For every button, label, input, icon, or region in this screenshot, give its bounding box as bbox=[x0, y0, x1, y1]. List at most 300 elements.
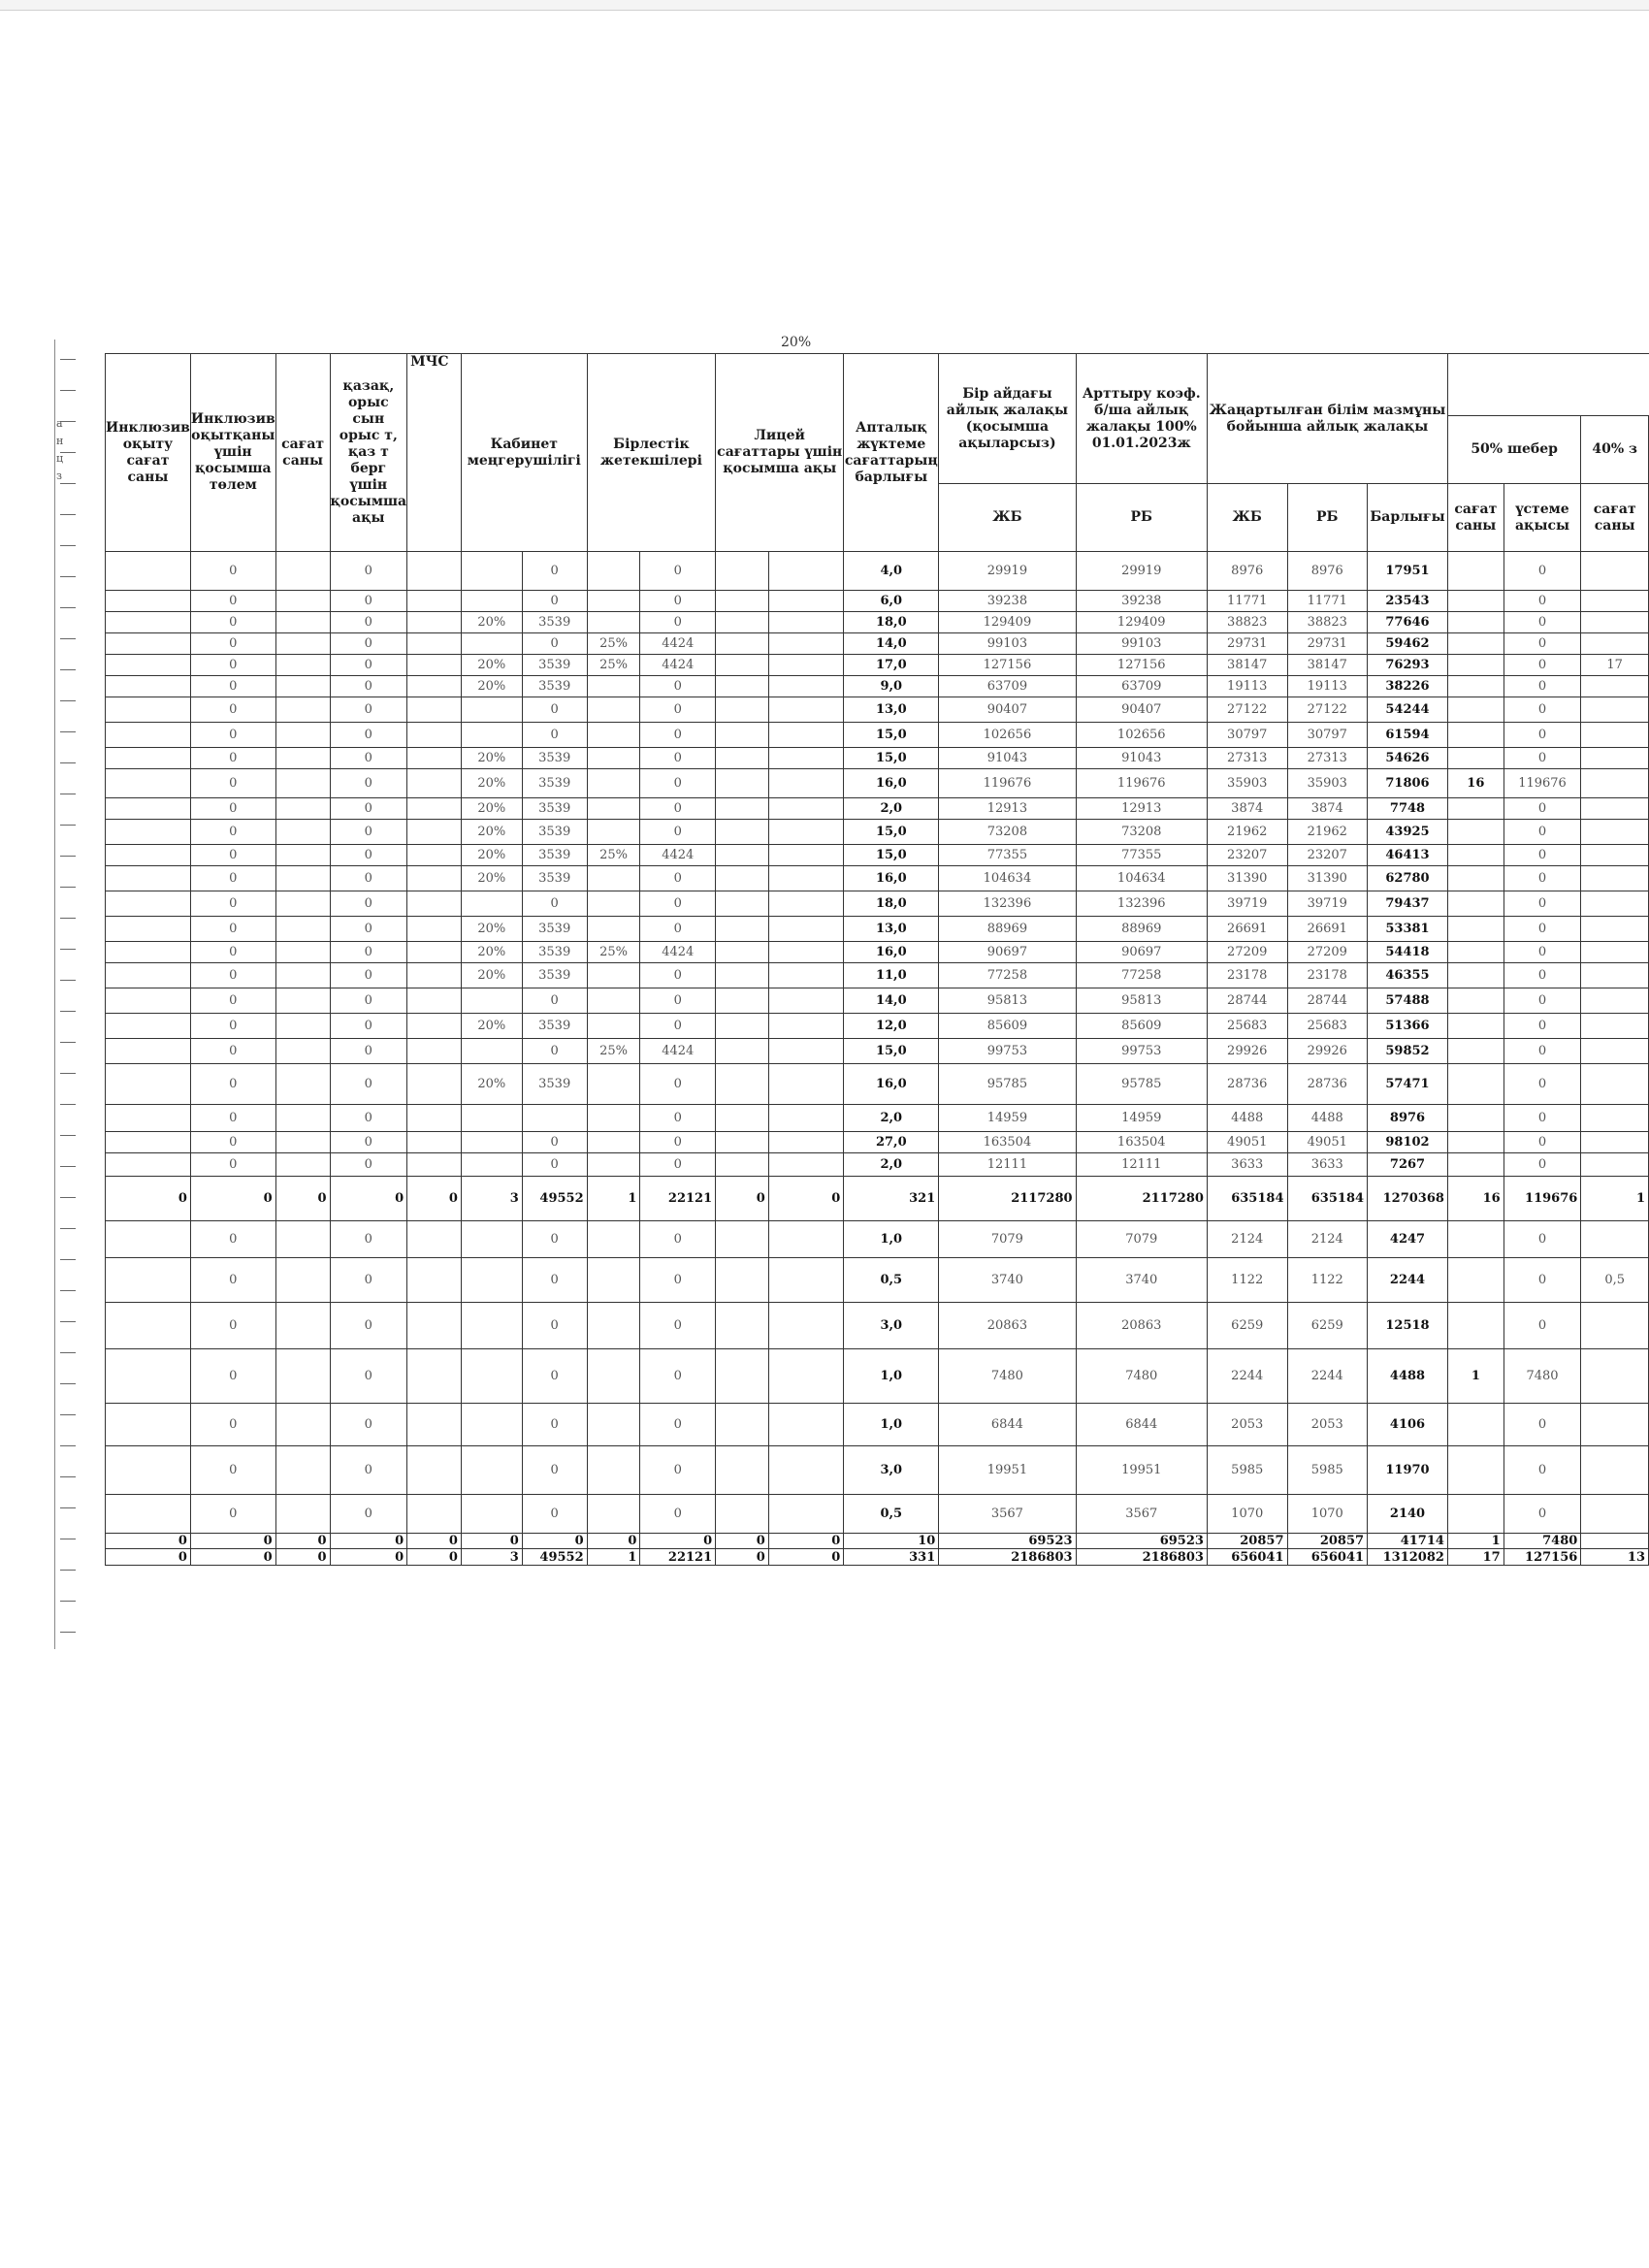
cell-association-pct bbox=[587, 1258, 640, 1303]
cell-lyceum-b bbox=[768, 633, 843, 655]
cell-monthly-salary: 39238 bbox=[939, 591, 1076, 612]
cell-inclusive-hours bbox=[106, 748, 191, 769]
cell-extra-pay: 0 bbox=[1504, 866, 1581, 891]
cell-inclusive-hours bbox=[106, 1132, 191, 1153]
left-margin-marks bbox=[54, 340, 80, 1649]
cell-cabinet-value: 3539 bbox=[522, 748, 587, 769]
cell-extra-pay: 0 bbox=[1504, 591, 1581, 612]
cell-mchs bbox=[407, 769, 462, 798]
cell-hours-1 bbox=[1447, 866, 1504, 891]
cell-hours-1: 16 bbox=[1447, 769, 1504, 798]
cell-hours bbox=[275, 1064, 330, 1105]
cell-mchs bbox=[407, 748, 462, 769]
cell-inclusive-hours bbox=[106, 798, 191, 820]
cell-hours bbox=[275, 963, 330, 988]
table-row bbox=[106, 1039, 1649, 1064]
subtotal-row-cell: 321 bbox=[844, 1177, 939, 1221]
cell-weekly-load: 16,0 bbox=[844, 866, 939, 891]
cell-cabinet-value: 0 bbox=[522, 988, 587, 1014]
table-row bbox=[106, 1404, 1649, 1446]
cell-mchs bbox=[407, 676, 462, 697]
table-row bbox=[106, 845, 1649, 866]
cell-weekly-load: 14,0 bbox=[844, 633, 939, 655]
cell-association-pct: 25% bbox=[587, 845, 640, 866]
header-lyceum: Лицей сағаттары үшін қосымша ақы bbox=[716, 354, 844, 552]
cell-lyceum-a bbox=[716, 866, 769, 891]
cell-association-value: 0 bbox=[640, 723, 716, 748]
cell-hours-1 bbox=[1447, 798, 1504, 820]
cell-coef-salary: 95785 bbox=[1076, 1064, 1207, 1105]
header-monthly-salary: Бір айдағы айлық жалақы (қосымша ақыларсыз) bbox=[939, 354, 1076, 484]
subtotal-row-b-cell: 0 bbox=[275, 1534, 330, 1549]
cell-association-value: 0 bbox=[640, 988, 716, 1014]
cell-monthly-salary: 20863 bbox=[939, 1303, 1076, 1349]
cell-hours-2 bbox=[1581, 1446, 1649, 1495]
cell-association-value: 0 bbox=[640, 1495, 716, 1534]
cell-mchs bbox=[407, 633, 462, 655]
cell-inclusive-hours bbox=[106, 591, 191, 612]
cell-cabinet-pct: 20% bbox=[461, 963, 522, 988]
cell-hours-2 bbox=[1581, 845, 1649, 866]
cell-language-payment: 0 bbox=[330, 820, 407, 845]
cell-lyceum-b bbox=[768, 942, 843, 963]
cell-cabinet-pct: 20% bbox=[461, 655, 522, 676]
cell-monthly-salary: 95813 bbox=[939, 988, 1076, 1014]
cell-hours-1 bbox=[1447, 612, 1504, 633]
cell-total: 77646 bbox=[1368, 612, 1448, 633]
cell-lyceum-a bbox=[716, 845, 769, 866]
cell-hours-2 bbox=[1581, 1221, 1649, 1258]
cell-jb: 21962 bbox=[1207, 820, 1287, 845]
cell-inclusive-payment: 0 bbox=[190, 942, 275, 963]
cell-mchs bbox=[407, 891, 462, 917]
cell-hours-1 bbox=[1447, 917, 1504, 942]
cell-jb: 38823 bbox=[1207, 612, 1287, 633]
cell-hours-1 bbox=[1447, 942, 1504, 963]
cell-association-value: 0 bbox=[640, 1404, 716, 1446]
cell-coef-salary: 91043 bbox=[1076, 748, 1207, 769]
cell-hours-1 bbox=[1447, 1221, 1504, 1258]
cell-lyceum-b bbox=[768, 1064, 843, 1105]
cell-lyceum-b bbox=[768, 820, 843, 845]
cell-association-value: 0 bbox=[640, 891, 716, 917]
cell-mchs bbox=[407, 866, 462, 891]
cell-language-payment: 0 bbox=[330, 963, 407, 988]
cell-monthly-salary: 129409 bbox=[939, 612, 1076, 633]
cell-cabinet-pct bbox=[461, 591, 522, 612]
cell-weekly-load: 16,0 bbox=[844, 942, 939, 963]
cell-inclusive-payment: 0 bbox=[190, 723, 275, 748]
cell-weekly-load: 15,0 bbox=[844, 1039, 939, 1064]
cell-jb: 28736 bbox=[1207, 1064, 1287, 1105]
subtotal-row-cell: 635184 bbox=[1207, 1177, 1287, 1221]
subtotal-row-cell: 0 bbox=[407, 1177, 462, 1221]
cell-jb: 28744 bbox=[1207, 988, 1287, 1014]
header-weekly-load: Апталық жүктеме сағаттарың барлығы bbox=[844, 354, 939, 552]
cell-total: 2244 bbox=[1368, 1258, 1448, 1303]
cell-language-payment: 0 bbox=[330, 1132, 407, 1153]
cell-hours bbox=[275, 1258, 330, 1303]
cell-rb: 39719 bbox=[1287, 891, 1368, 917]
cell-total: 51366 bbox=[1368, 1014, 1448, 1039]
cell-association-value: 0 bbox=[640, 1132, 716, 1153]
cell-weekly-load: 15,0 bbox=[844, 820, 939, 845]
cell-jb: 2053 bbox=[1207, 1404, 1287, 1446]
cell-inclusive-hours bbox=[106, 1349, 191, 1404]
cell-lyceum-b bbox=[768, 845, 843, 866]
header-master-50: 50% шебер bbox=[1447, 416, 1580, 484]
cell-weekly-load: 16,0 bbox=[844, 769, 939, 798]
cell-mchs bbox=[407, 1221, 462, 1258]
cell-association-pct bbox=[587, 1153, 640, 1177]
cell-association-pct bbox=[587, 1014, 640, 1039]
cell-association-pct bbox=[587, 1495, 640, 1534]
header-updated-content: Жаңартылған білім мазмұны бойынша айлық жалақы bbox=[1207, 354, 1447, 484]
cell-hours bbox=[275, 655, 330, 676]
cell-rb: 8976 bbox=[1287, 552, 1368, 591]
cell-cabinet-value: 3539 bbox=[522, 676, 587, 697]
cell-weekly-load: 3,0 bbox=[844, 1446, 939, 1495]
cell-hours-2 bbox=[1581, 798, 1649, 820]
cell-lyceum-a bbox=[716, 697, 769, 723]
cell-inclusive-payment: 0 bbox=[190, 1495, 275, 1534]
cell-extra-pay: 0 bbox=[1504, 1404, 1581, 1446]
cell-monthly-salary: 7079 bbox=[939, 1221, 1076, 1258]
cell-weekly-load: 18,0 bbox=[844, 612, 939, 633]
cell-cabinet-pct: 20% bbox=[461, 798, 522, 820]
subtotal-row-cell: 22121 bbox=[640, 1177, 716, 1221]
cell-hours bbox=[275, 1349, 330, 1404]
cell-mchs bbox=[407, 1105, 462, 1132]
cell-inclusive-payment: 0 bbox=[190, 633, 275, 655]
cell-cabinet-pct bbox=[461, 891, 522, 917]
cell-rb: 19113 bbox=[1287, 676, 1368, 697]
cell-jb: 23207 bbox=[1207, 845, 1287, 866]
subtotal-row-cell: 119676 bbox=[1504, 1177, 1581, 1221]
cell-language-payment: 0 bbox=[330, 723, 407, 748]
cell-extra-pay: 0 bbox=[1504, 917, 1581, 942]
cell-inclusive-payment: 0 bbox=[190, 798, 275, 820]
cell-rb: 38147 bbox=[1287, 655, 1368, 676]
cell-weekly-load: 16,0 bbox=[844, 1064, 939, 1105]
cell-monthly-salary: 3740 bbox=[939, 1258, 1076, 1303]
cell-jb: 29731 bbox=[1207, 633, 1287, 655]
cell-cabinet-value: 3539 bbox=[522, 845, 587, 866]
cell-weekly-load: 13,0 bbox=[844, 917, 939, 942]
cell-jb: 23178 bbox=[1207, 963, 1287, 988]
cell-inclusive-hours bbox=[106, 769, 191, 798]
subtotal-row-b-cell: 69523 bbox=[939, 1534, 1076, 1549]
cell-lyceum-b bbox=[768, 798, 843, 820]
cell-total: 43925 bbox=[1368, 820, 1448, 845]
cell-lyceum-b bbox=[768, 676, 843, 697]
grand-total-row-cell: 17 bbox=[1447, 1549, 1504, 1566]
cell-hours-2 bbox=[1581, 1132, 1649, 1153]
cell-association-pct bbox=[587, 1404, 640, 1446]
cell-rb: 4488 bbox=[1287, 1105, 1368, 1132]
cell-lyceum-a bbox=[716, 1039, 769, 1064]
cell-lyceum-a bbox=[716, 1404, 769, 1446]
cell-hours-1 bbox=[1447, 1495, 1504, 1534]
cell-total: 53381 bbox=[1368, 917, 1448, 942]
cell-inclusive-payment: 0 bbox=[190, 891, 275, 917]
table-row bbox=[106, 1221, 1649, 1258]
cell-total: 11970 bbox=[1368, 1446, 1448, 1495]
subtotal-row-cell: 1270368 bbox=[1368, 1177, 1448, 1221]
cell-cabinet-pct: 20% bbox=[461, 1014, 522, 1039]
cell-hours bbox=[275, 942, 330, 963]
cell-rb: 1122 bbox=[1287, 1258, 1368, 1303]
cell-association-pct bbox=[587, 748, 640, 769]
grand-total-row-cell: 331 bbox=[844, 1549, 939, 1566]
cell-hours-1: 1 bbox=[1447, 1349, 1504, 1404]
cell-weekly-load: 3,0 bbox=[844, 1303, 939, 1349]
cell-cabinet-value: 0 bbox=[522, 1153, 587, 1177]
cell-jb: 39719 bbox=[1207, 891, 1287, 917]
cell-inclusive-payment: 0 bbox=[190, 1349, 275, 1404]
cell-hours-2 bbox=[1581, 917, 1649, 942]
cell-jb: 3633 bbox=[1207, 1153, 1287, 1177]
cell-extra-pay: 0 bbox=[1504, 1221, 1581, 1258]
cell-cabinet-value: 0 bbox=[522, 1039, 587, 1064]
cell-weekly-load: 13,0 bbox=[844, 697, 939, 723]
grand-total-row-cell: 3 bbox=[461, 1549, 522, 1566]
cell-total: 46413 bbox=[1368, 845, 1448, 866]
subtotal-row-b-cell: 0 bbox=[461, 1534, 522, 1549]
subtotal-row-cell: 1 bbox=[587, 1177, 640, 1221]
cell-hours-2 bbox=[1581, 591, 1649, 612]
cell-mchs bbox=[407, 1064, 462, 1105]
header-extra-pay: үстеме ақысы bbox=[1504, 484, 1581, 552]
cell-hours bbox=[275, 748, 330, 769]
cell-cabinet-value: 0 bbox=[522, 1132, 587, 1153]
cell-association-value: 0 bbox=[640, 1014, 716, 1039]
cell-hours-2 bbox=[1581, 820, 1649, 845]
cell-inclusive-hours bbox=[106, 1153, 191, 1177]
cell-jb: 2244 bbox=[1207, 1349, 1287, 1404]
cell-hours bbox=[275, 1404, 330, 1446]
cell-jb: 11771 bbox=[1207, 591, 1287, 612]
table-row bbox=[106, 1349, 1649, 1404]
subtotal-row-b-cell: 7480 bbox=[1504, 1534, 1581, 1549]
table-row bbox=[106, 612, 1649, 633]
cell-extra-pay: 0 bbox=[1504, 552, 1581, 591]
cell-inclusive-payment: 0 bbox=[190, 769, 275, 798]
cell-lyceum-b bbox=[768, 1446, 843, 1495]
cell-coef-salary: 104634 bbox=[1076, 866, 1207, 891]
cell-hours bbox=[275, 917, 330, 942]
table-row bbox=[106, 655, 1649, 676]
cell-hours-1 bbox=[1447, 1039, 1504, 1064]
cell-extra-pay: 0 bbox=[1504, 1153, 1581, 1177]
cell-total: 54418 bbox=[1368, 942, 1448, 963]
cell-language-payment: 0 bbox=[330, 612, 407, 633]
cell-hours-2 bbox=[1581, 1064, 1649, 1105]
cell-rb: 29926 bbox=[1287, 1039, 1368, 1064]
cell-monthly-salary: 12913 bbox=[939, 798, 1076, 820]
cell-lyceum-b bbox=[768, 963, 843, 988]
cell-cabinet-value: 0 bbox=[522, 552, 587, 591]
cell-hours-1 bbox=[1447, 723, 1504, 748]
cell-weekly-load: 1,0 bbox=[844, 1349, 939, 1404]
cell-lyceum-a bbox=[716, 891, 769, 917]
cell-lyceum-b bbox=[768, 769, 843, 798]
cell-cabinet-pct bbox=[461, 723, 522, 748]
grand-total-row-cell: 0 bbox=[190, 1549, 275, 1566]
cell-hours bbox=[275, 988, 330, 1014]
cell-lyceum-b bbox=[768, 891, 843, 917]
cell-cabinet-value: 0 bbox=[522, 1404, 587, 1446]
cell-hours-2 bbox=[1581, 891, 1649, 917]
cell-monthly-salary: 90697 bbox=[939, 942, 1076, 963]
cell-jb: 27313 bbox=[1207, 748, 1287, 769]
cell-weekly-load: 1,0 bbox=[844, 1221, 939, 1258]
cell-jb: 1122 bbox=[1207, 1258, 1287, 1303]
cell-rb: 2244 bbox=[1287, 1349, 1368, 1404]
cell-total: 57471 bbox=[1368, 1064, 1448, 1105]
cell-coef-salary: 129409 bbox=[1076, 612, 1207, 633]
cell-language-payment: 0 bbox=[330, 655, 407, 676]
cell-lyceum-a bbox=[716, 988, 769, 1014]
side-letters: а н ц з bbox=[56, 417, 64, 482]
cell-cabinet-pct: 20% bbox=[461, 820, 522, 845]
cell-total: 38226 bbox=[1368, 676, 1448, 697]
cell-jb: 5985 bbox=[1207, 1446, 1287, 1495]
cell-coef-salary: 77258 bbox=[1076, 963, 1207, 988]
cell-inclusive-hours bbox=[106, 655, 191, 676]
grand-total-row-cell: 0 bbox=[716, 1549, 769, 1566]
cell-coef-salary: 95813 bbox=[1076, 988, 1207, 1014]
cell-cabinet-value: 3539 bbox=[522, 866, 587, 891]
cell-lyceum-a bbox=[716, 1153, 769, 1177]
cell-association-pct bbox=[587, 1303, 640, 1349]
subtotal-row-cell: 2117280 bbox=[1076, 1177, 1207, 1221]
table-row bbox=[106, 723, 1649, 748]
cell-cabinet-pct: 20% bbox=[461, 942, 522, 963]
header-hours: сағат саны bbox=[275, 354, 330, 552]
grand-total-row-cell: 656041 bbox=[1287, 1549, 1368, 1566]
cell-mchs bbox=[407, 1404, 462, 1446]
cell-association-pct bbox=[587, 1446, 640, 1495]
cell-mchs bbox=[407, 820, 462, 845]
cell-weekly-load: 0,5 bbox=[844, 1495, 939, 1534]
cell-rb: 2053 bbox=[1287, 1404, 1368, 1446]
cell-cabinet-pct bbox=[461, 1132, 522, 1153]
cell-hours-2 bbox=[1581, 1039, 1649, 1064]
cell-hours bbox=[275, 723, 330, 748]
table-row bbox=[106, 1495, 1649, 1534]
cell-inclusive-payment: 0 bbox=[190, 676, 275, 697]
cell-cabinet-pct: 20% bbox=[461, 769, 522, 798]
cell-inclusive-hours bbox=[106, 845, 191, 866]
cell-association-pct bbox=[587, 988, 640, 1014]
cell-total: 57488 bbox=[1368, 988, 1448, 1014]
grand-total-row-cell: 13 bbox=[1581, 1549, 1649, 1566]
cell-hours-2 bbox=[1581, 988, 1649, 1014]
cell-cabinet-value: 0 bbox=[522, 591, 587, 612]
cell-extra-pay: 0 bbox=[1504, 798, 1581, 820]
cell-association-pct bbox=[587, 723, 640, 748]
cell-association-pct bbox=[587, 591, 640, 612]
cell-monthly-salary: 73208 bbox=[939, 820, 1076, 845]
cell-hours-1 bbox=[1447, 552, 1504, 591]
cell-extra-pay: 0 bbox=[1504, 748, 1581, 769]
cell-total: 79437 bbox=[1368, 891, 1448, 917]
cell-monthly-salary: 95785 bbox=[939, 1064, 1076, 1105]
cell-language-payment: 0 bbox=[330, 917, 407, 942]
cell-language-payment: 0 bbox=[330, 1221, 407, 1258]
cell-hours-1 bbox=[1447, 1064, 1504, 1105]
cell-mchs bbox=[407, 963, 462, 988]
cell-hours bbox=[275, 1039, 330, 1064]
cell-hours bbox=[275, 552, 330, 591]
cell-association-value: 4424 bbox=[640, 1039, 716, 1064]
cell-jb: 29926 bbox=[1207, 1039, 1287, 1064]
cell-lyceum-b bbox=[768, 1495, 843, 1534]
cell-cabinet-pct bbox=[461, 1404, 522, 1446]
cell-lyceum-b bbox=[768, 697, 843, 723]
cell-total: 8976 bbox=[1368, 1105, 1448, 1132]
cell-hours-1 bbox=[1447, 988, 1504, 1014]
cell-language-payment: 0 bbox=[330, 866, 407, 891]
cell-inclusive-payment: 0 bbox=[190, 988, 275, 1014]
cell-lyceum-a bbox=[716, 676, 769, 697]
subtotal-row-b-cell: 20857 bbox=[1287, 1534, 1368, 1549]
cell-monthly-salary: 104634 bbox=[939, 866, 1076, 891]
cell-monthly-salary: 14959 bbox=[939, 1105, 1076, 1132]
cell-language-payment: 0 bbox=[330, 1014, 407, 1039]
cell-coef-salary: 90697 bbox=[1076, 942, 1207, 963]
cell-lyceum-b bbox=[768, 917, 843, 942]
cell-association-pct bbox=[587, 1221, 640, 1258]
table-row bbox=[106, 1258, 1649, 1303]
cell-monthly-salary: 90407 bbox=[939, 697, 1076, 723]
subtotal-row-b-cell: 0 bbox=[190, 1534, 275, 1549]
cell-total: 12518 bbox=[1368, 1303, 1448, 1349]
grand-total-row bbox=[106, 1549, 1649, 1566]
cell-jb: 31390 bbox=[1207, 866, 1287, 891]
cell-mchs bbox=[407, 697, 462, 723]
subtotal-row-b-cell bbox=[1581, 1534, 1649, 1549]
cell-language-payment: 0 bbox=[330, 1303, 407, 1349]
cell-cabinet-pct bbox=[461, 1039, 522, 1064]
grand-total-row-cell: 2186803 bbox=[939, 1549, 1076, 1566]
cell-monthly-salary: 12111 bbox=[939, 1153, 1076, 1177]
cell-hours bbox=[275, 1221, 330, 1258]
subtotal-row-cell: 635184 bbox=[1287, 1177, 1368, 1221]
subtotal-row-cell: 0 bbox=[106, 1177, 191, 1221]
cell-language-payment: 0 bbox=[330, 1495, 407, 1534]
subtotal-row-b-cell: 0 bbox=[407, 1534, 462, 1549]
cell-weekly-load: 2,0 bbox=[844, 1105, 939, 1132]
cell-coef-salary: 85609 bbox=[1076, 1014, 1207, 1039]
cell-weekly-load: 18,0 bbox=[844, 891, 939, 917]
cell-rb: 23178 bbox=[1287, 963, 1368, 988]
subtotal-row-b bbox=[106, 1534, 1649, 1549]
cell-association-value: 0 bbox=[640, 798, 716, 820]
cell-extra-pay: 0 bbox=[1504, 655, 1581, 676]
cell-weekly-load: 12,0 bbox=[844, 1014, 939, 1039]
cell-lyceum-a bbox=[716, 1303, 769, 1349]
cell-coef-salary: 7079 bbox=[1076, 1221, 1207, 1258]
cell-mchs bbox=[407, 552, 462, 591]
cell-lyceum-a bbox=[716, 748, 769, 769]
cell-monthly-salary: 99103 bbox=[939, 633, 1076, 655]
cell-coef-salary: 77355 bbox=[1076, 845, 1207, 866]
grand-total-row-cell: 127156 bbox=[1504, 1549, 1581, 1566]
cell-cabinet-value: 0 bbox=[522, 1446, 587, 1495]
header-hours-2: сағат саны bbox=[1581, 484, 1649, 552]
